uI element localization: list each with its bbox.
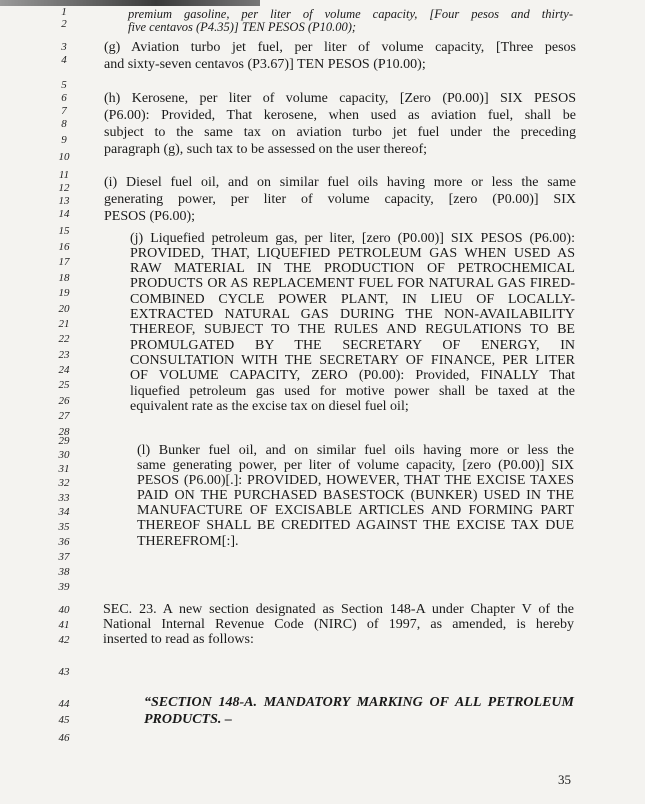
line-number: 3 — [61, 41, 67, 53]
text-line: premium gasoline, per liter of volume capacity, [Four pesos and thirty- — [128, 7, 573, 21]
line-number: 9 — [61, 134, 67, 146]
line-number: 39 — [58, 581, 70, 593]
text-line: (i) Diesel fuel oil, and on similar fuel oils having more or less the same — [104, 175, 576, 190]
line-number: 2 — [61, 18, 67, 30]
line-number: 19 — [58, 287, 70, 299]
line-number: 43 — [58, 666, 70, 678]
line-number: 24 — [58, 364, 70, 376]
text-line: EXTRACTED NATURAL GAS DURING THE NON-AVAILABILITY — [130, 307, 575, 322]
line-number: 16 — [58, 241, 70, 253]
line-number: 5 — [61, 79, 67, 91]
line-number: 40 — [58, 604, 70, 616]
text-line: PESOS (P6.00); — [104, 209, 196, 224]
line-number: 42 — [58, 634, 70, 646]
line-number: 6 — [61, 92, 67, 104]
line-number: 10 — [58, 151, 70, 163]
text-line: (l) Bunker fuel oil, and on similar fuel oils having more or less the — [137, 443, 574, 458]
line-number: 44 — [58, 698, 70, 710]
text-line: generating power, per liter of volume capacity, [zero (P0.00)] SIX — [104, 192, 576, 207]
text-line: five centavos (P4.35)] TEN PESOS (P10.00); — [128, 20, 357, 34]
text-line: subject to the same tax on aviation turbo jet fuel under the preceding — [104, 125, 576, 140]
line-number: 31 — [58, 463, 70, 475]
text-line: THEREOF SHALL BE CREDITED AGAINST THE EXCISE TAX DUE — [137, 518, 574, 533]
text-line: OF VOLUME CAPACITY, ZERO (P0.00): Provided, FINALLY That — [130, 368, 575, 383]
line-number: 30 — [58, 449, 70, 461]
line-number: 23 — [58, 349, 70, 361]
line-number: 45 — [58, 714, 70, 726]
line-number: 41 — [58, 619, 70, 631]
line-number: 29 — [58, 435, 70, 447]
line-number: 21 — [58, 318, 70, 330]
line-number: 28 — [58, 426, 70, 438]
line-number: 26 — [58, 395, 70, 407]
text-line: PRODUCTS OR AS REPLACEMENT FUEL FOR NATURAL GAS FIRED- — [130, 276, 575, 291]
line-number: 20 — [58, 303, 70, 315]
line-number: 15 — [58, 225, 70, 237]
text-line: (P6.00): Provided, That kerosene, when used as aviation fuel, shall be — [104, 108, 576, 123]
scan-edge-shadow — [0, 0, 260, 6]
text-line: PROMULGATED BY THE SECRETARY OF ENERGY, IN — [130, 338, 575, 353]
text-line: and sixty-seven centavos (P3.67)] TEN PESOS (P10.00); — [104, 57, 426, 72]
text-line: paragraph (g), such tax to be assessed on the user thereof; — [104, 142, 428, 157]
text-line: same generating power, per liter of volume capacity, [zero (P0.00)] SIX — [137, 458, 574, 473]
text-line: PROVIDED, THAT, LIQUEFIED PETROLEUM GAS WHEN USED AS — [130, 246, 575, 261]
text-line: (h) Kerosene, per liter of volume capacity, [Zero (P0.00)] SIX PESOS — [104, 91, 576, 106]
text-line: THEREFROM[:]. — [137, 534, 239, 549]
line-number: 37 — [58, 551, 70, 563]
text-line: SEC. 23. A new section designated as Section 148-A under Chapter V of the — [103, 602, 574, 617]
line-number: 18 — [58, 272, 70, 284]
line-number: 33 — [58, 492, 70, 504]
line-number: 14 — [58, 208, 70, 220]
line-number: 7 — [61, 105, 67, 117]
line-number: 36 — [58, 536, 70, 548]
text-line: (g) Aviation turbo jet fuel, per liter of volume capacity, [Three pesos — [104, 40, 576, 55]
line-number: 22 — [58, 333, 70, 345]
text-line: COMBINED CYCLE POWER PLANT, IN LIEU OF LOCALLY- — [130, 292, 575, 307]
text-line: National Internal Revenue Code (NIRC) of 1997, as amended, is hereby — [103, 617, 574, 632]
line-number: 34 — [58, 506, 70, 518]
line-number: 32 — [58, 477, 70, 489]
page-number: 35 — [558, 772, 571, 787]
line-number: 11 — [58, 169, 70, 181]
text-line: RAW MATERIAL IN THE PRODUCTION OF PETROCHEMICAL — [130, 261, 575, 276]
line-number: 8 — [61, 118, 67, 130]
line-number: 17 — [58, 256, 70, 268]
text-line: (j) Liquefied petroleum gas, per liter, [zero (P0.00)] SIX PESOS (P6.00): — [130, 231, 575, 246]
text-line: PRODUCTS. – — [144, 712, 232, 727]
text-line: MANUFACTURE OF EXCISABLE ARTICLES AND FORMING PART — [137, 503, 574, 518]
line-number: 25 — [58, 379, 70, 391]
text-line: THEREOF, SUBJECT TO THE RULES AND REGULATIONS TO BE — [130, 322, 575, 337]
line-number: 12 — [58, 182, 70, 194]
text-line: equivalent rate as the excise tax on diesel fuel oil; — [130, 399, 409, 414]
text-line: liquefied petroleum gas used for motive power shall be taxed at the — [130, 384, 575, 399]
line-number: 4 — [61, 54, 67, 66]
text-line: inserted to read as follows: — [103, 632, 254, 647]
line-number: 27 — [58, 410, 70, 422]
line-number: 1 — [61, 6, 67, 18]
text-line: CONSULTATION WITH THE SECRETARY OF FINANCE, PER LITER — [130, 353, 575, 368]
line-number: 35 — [58, 521, 70, 533]
text-line: PAID ON THE PURCHASED BASESTOCK (BUNKER) USED IN THE — [137, 488, 574, 503]
line-number: 13 — [58, 195, 70, 207]
text-line: PESOS (P6.00)[.]: PROVIDED, HOWEVER, THAT THE EXCISE TAXES — [137, 473, 574, 488]
line-number: 38 — [58, 566, 70, 578]
text-line: “SECTION 148-A. MANDATORY MARKING OF ALL PETROLEUM — [144, 695, 574, 710]
line-number: 46 — [58, 732, 70, 744]
